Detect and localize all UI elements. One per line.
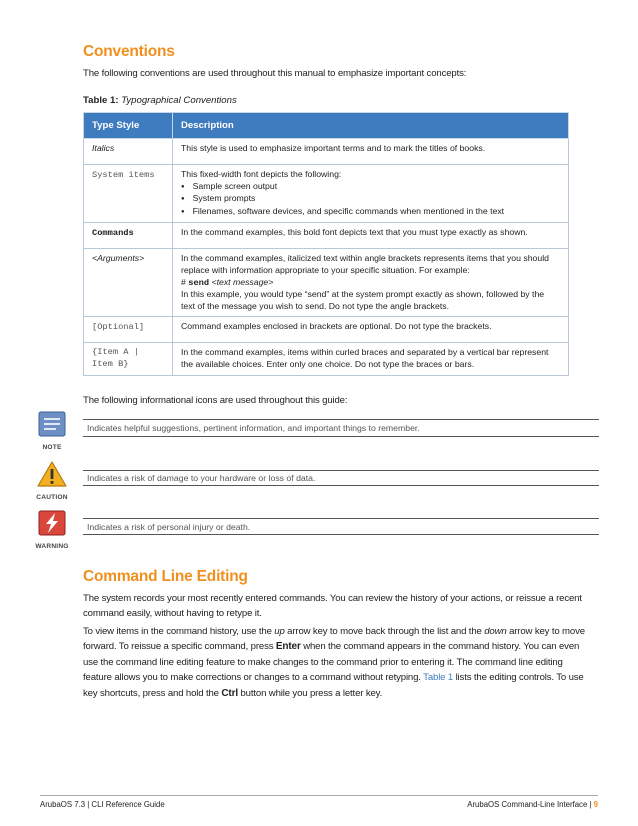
text-run: when the command appears in the command history. You can even use the command line editing feature to make changes to the command prior to entering it. The command line editing feature allows you to make corrections or changes to a command without retyping.	[83, 641, 580, 684]
row-desc: Command examples enclosed in brackets are optional. Do not type the brackets.	[173, 317, 569, 343]
key-enter: Enter	[275, 641, 301, 653]
row-desc-text: In the command examples, italicized text within angle brackets represents items that you should replace with information appropriate to your specific situation. For example:	[181, 253, 549, 275]
cle-paragraph-1: The system records your most recently entered commands. You can review the history of your actions, or reissue a recent command easily, without having to retype it.	[83, 593, 582, 620]
note-caption: NOTE	[42, 444, 62, 451]
text-run-up: up	[274, 626, 285, 637]
section-heading-conventions: Conventions	[83, 43, 175, 60]
key-ctrl: Ctrl	[221, 687, 238, 699]
example-command: send	[188, 277, 210, 288]
row-style-choice-line1: {Item A |	[92, 347, 139, 358]
warning-text: Indicates a risk of personal injury or death.	[87, 522, 251, 532]
table-1-link[interactable]: Table 1	[423, 672, 454, 684]
row-style-choice-line2: Item B}	[92, 358, 129, 369]
footer-right	[467, 800, 598, 809]
list-item: ● System prompts	[181, 193, 560, 206]
row-desc-text-2: In this example, you would type “send” at the system prompt exactly as shown, followed by the text of the message you wish to send. Do not type the angle brackets.	[181, 289, 545, 311]
cle-paragraph-2	[83, 624, 590, 701]
text-run: To view items in the command history, use the	[83, 626, 275, 637]
table-caption-title: Typographical Conventions	[121, 95, 237, 106]
conventions-intro: The following conventions are used throughout this manual to emphasize important concepts:	[83, 68, 467, 79]
col-header-type-style: Type Style	[84, 113, 173, 139]
row-desc	[173, 249, 569, 317]
table-caption	[83, 95, 237, 106]
typographical-conventions-table	[83, 112, 569, 376]
list-item: ● Filenames, software devices, and specific commands when mentioned in the text	[181, 206, 560, 219]
warning-icon-block	[30, 509, 74, 550]
row-style-system-items: System items	[92, 170, 155, 180]
note-icon-block	[30, 410, 74, 451]
example-argument: <text message>	[209, 276, 274, 287]
page-number: 9	[593, 800, 598, 809]
table-row	[84, 223, 569, 249]
note-icon	[36, 410, 68, 438]
col-header-description: Description	[173, 113, 569, 139]
example-prompt: #	[181, 276, 189, 287]
caution-icon	[36, 460, 68, 488]
command-example	[181, 277, 560, 290]
table-row	[84, 317, 569, 343]
text-run: arrow key to move forward. To reissue a specific command, press	[83, 626, 585, 653]
bullet-list	[181, 181, 560, 219]
row-desc-text: This fixed-width font depicts the following:	[181, 169, 342, 179]
icons-intro: The following informational icons are used throughout this guide:	[83, 395, 348, 406]
footer-right-text: ArubaOS Command-Line Interface |	[467, 800, 594, 809]
footer-left: ArubaOS 7.3 | CLI Reference Guide	[40, 800, 165, 809]
table-row	[84, 343, 569, 375]
table-caption-label: Table 1:	[83, 95, 119, 106]
page-footer	[40, 795, 598, 809]
table-row	[84, 249, 569, 317]
text-run: arrow key to move back through the list and the	[284, 626, 485, 637]
list-item: ● Sample screen output	[181, 181, 560, 194]
text-run: button while you press a letter key.	[237, 687, 383, 699]
table-header-row	[84, 113, 569, 139]
table-row	[84, 139, 569, 165]
row-style-arguments: <Arguments>	[84, 249, 173, 317]
warning-caption: WARNING	[35, 543, 69, 550]
row-desc: In the command examples, items within curled braces and separated by a vertical bar represent the available choices. Enter only one choice. Do not type the braces or bars.	[173, 343, 569, 375]
row-desc: In the command examples, this bold font depicts text that you must type exactly as shown.	[173, 223, 569, 249]
text-run-down: down	[484, 626, 507, 637]
caution-caption: CAUTION	[36, 494, 68, 501]
text-run: lists the editing controls. To use key shortcuts, press and hold the	[83, 672, 584, 699]
note-text: Indicates helpful suggestions, pertinent information, and important things to remember.	[87, 423, 420, 433]
row-desc	[173, 165, 569, 223]
warning-icon	[36, 509, 68, 537]
table-row	[84, 165, 569, 223]
caution-icon-block	[30, 460, 74, 501]
section-heading-command-line-editing: Command Line Editing	[83, 568, 248, 585]
row-style-italics: Italics	[84, 139, 173, 165]
row-desc: This style is used to emphasize important terms and to mark the titles of books.	[173, 139, 569, 165]
caution-text: Indicates a risk of damage to your hardware or loss of data.	[87, 473, 316, 483]
row-style-optional: [Optional]	[92, 322, 145, 333]
row-style-commands: Commands	[92, 228, 134, 239]
